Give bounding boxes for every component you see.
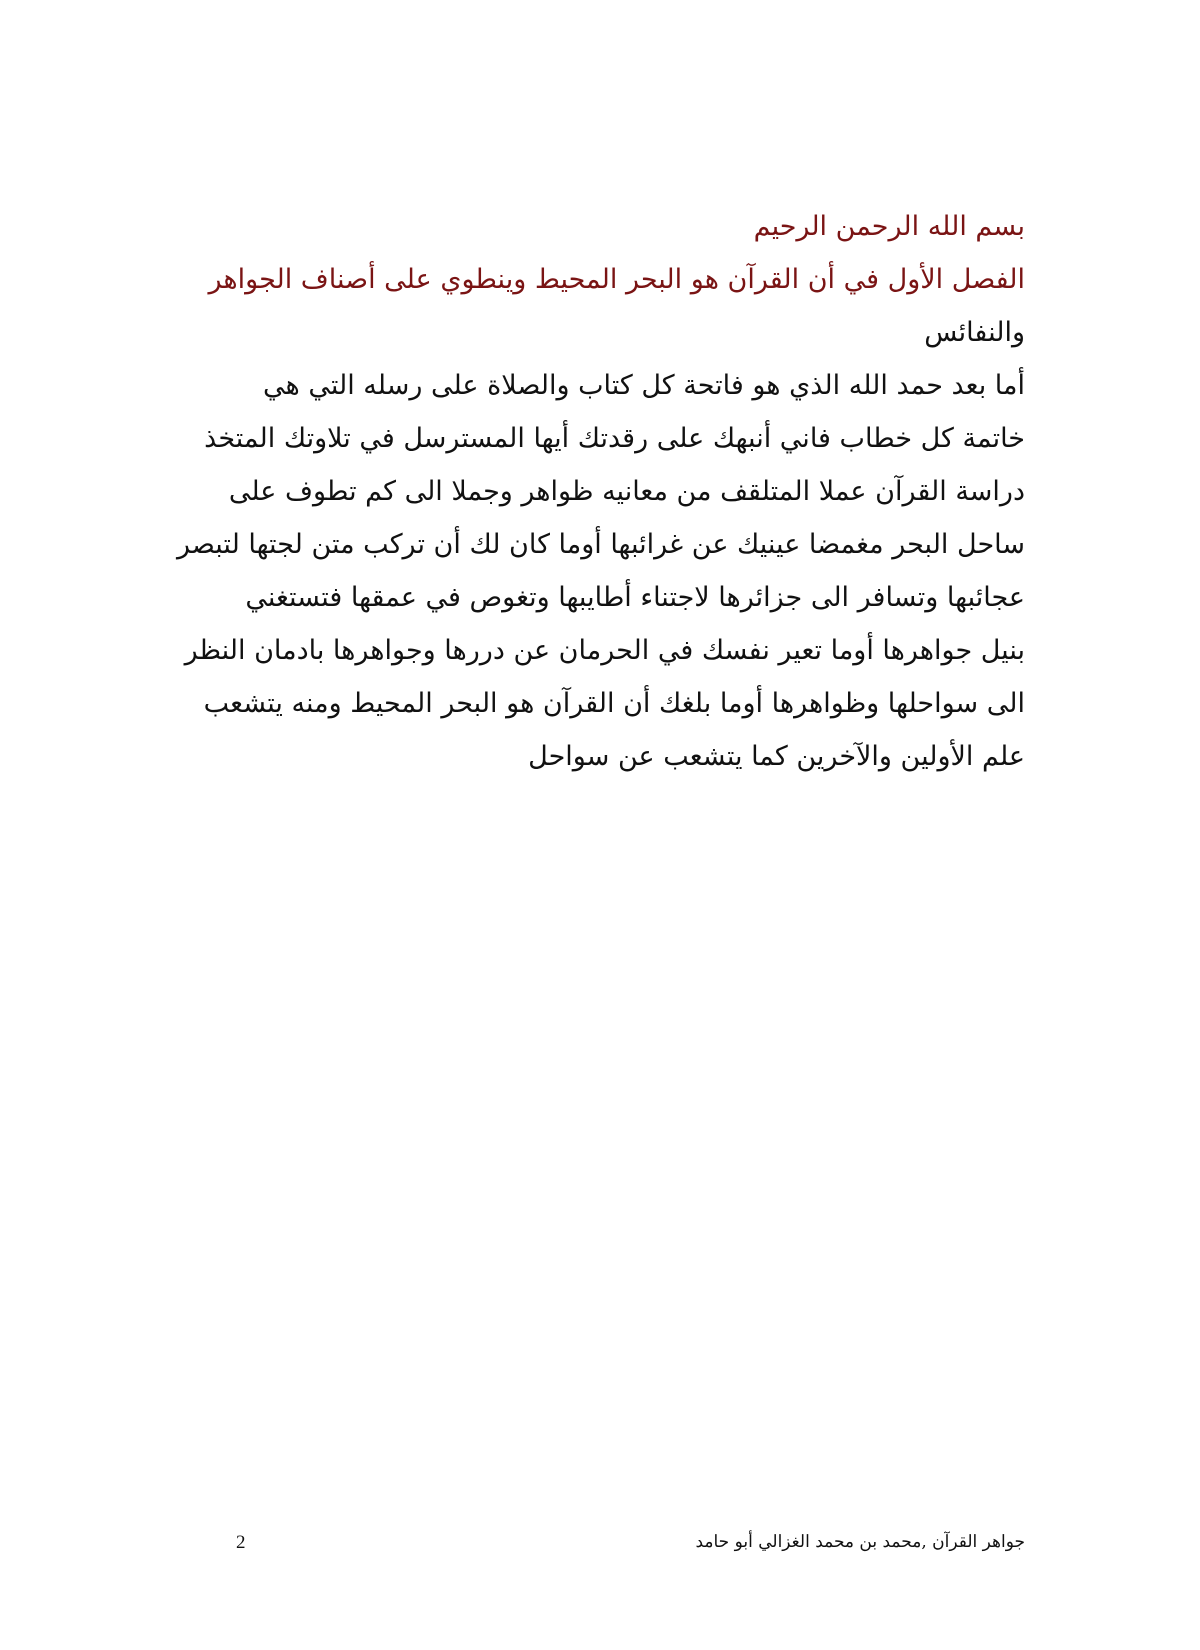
body-line: عجائبها وتسافر الى جزائرها لاجتناء أطايبها وتغوص في عمقها فتستغني <box>245 582 1025 613</box>
page-number: 2 <box>236 1532 246 1553</box>
chapter-heading: الفصل الأول في أن القرآن هو البحر المحيط وينطوي على أصناف الجواهر <box>208 264 1025 295</box>
body-line: خاتمة كل خطاب فاني أنبهك على رقدتك أيها المسترسل في تلاوتك المتخذ <box>204 423 1025 454</box>
body-line: الى سواحلها وظواهرها أوما بلغك أن القرآن هو البحر المحيط ومنه يتشعب <box>203 688 1025 719</box>
body-line: ساحل البحر مغمضا عينيك عن غرائبها أوما كان لك أن تركب متن لجتها لتبصر <box>176 529 1025 560</box>
basmala-heading: بسم الله الرحمن الرحيم <box>753 211 1025 242</box>
body-line: دراسة القرآن عملا المتلقف من معانيه ظواهر وجملا الى كم تطوف على <box>228 476 1025 507</box>
body-line: أما بعد حمد الله الذي هو فاتحة كل كتاب والصلاة على رسله التي هي <box>263 370 1025 401</box>
body-line: علم الأولين والآخرين كما يتشعب عن سواحل <box>528 741 1025 772</box>
page-text <box>176 200 1025 783</box>
footer-book-title: جواهر القرآن ,محمد بن محمد الغزالي أبو حامد <box>695 1532 1025 1552</box>
page-footer <box>230 1532 1025 1562</box>
body-line: بنيل جواهرها أوما تعير نفسك في الحرمان عن دررها وجواهرها بادمان النظر <box>184 635 1025 666</box>
body-line: والنفائس <box>924 317 1025 348</box>
